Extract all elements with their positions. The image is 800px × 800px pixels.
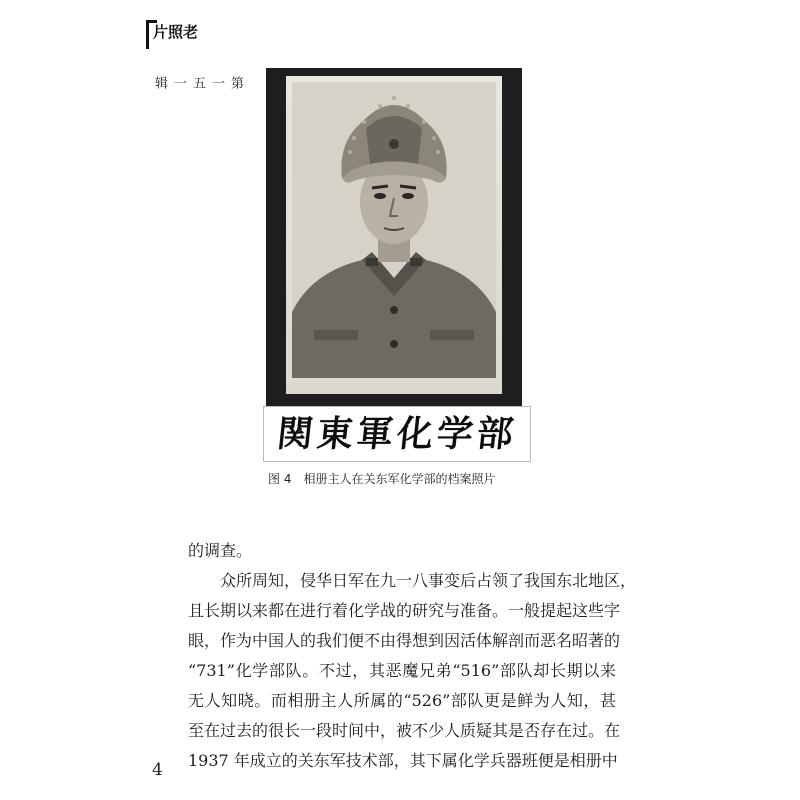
body-line: 的调查。 xyxy=(188,541,253,560)
calligraphy-plate xyxy=(263,406,531,462)
archival-portrait-photo xyxy=(292,82,496,378)
body-line: 众所周知，侵华日军在九一八事变后占领了我国东北地区， xyxy=(220,571,637,590)
body-line: 且长期以来都在进行着化学战的研究与准备。一般提起这些字 xyxy=(188,601,621,620)
photo-frame xyxy=(266,68,522,408)
issue-label: 第一五一辑 xyxy=(152,76,243,91)
body-line: 无人知晓。而相册主人所属的“526”部队更是鲜为人知，甚 xyxy=(188,691,616,710)
portrait-illustration xyxy=(292,82,496,378)
series-title: 老照片 xyxy=(151,24,199,39)
body-text xyxy=(188,536,637,776)
figure-caption xyxy=(268,470,568,487)
body-line: 1937 年成立的关东军技术部，其下属化学兵器班便是相册中 xyxy=(188,751,618,770)
calligraphy-text: 関東軍化学部 xyxy=(274,413,520,455)
photo-print xyxy=(286,76,502,394)
page-number: 4 xyxy=(152,760,163,780)
body-line: 眼，作为中国人的我们便不由得想到因活体解剖而恶名昭著的 xyxy=(188,631,621,650)
figure-caption-text: 相册主人在关东军化学部的档案照片 xyxy=(303,472,496,486)
figure-number: 图 4 xyxy=(268,472,292,486)
body-line: 至在过去的很长一段时间中，被不少人质疑其是否存在过。在 xyxy=(188,721,621,740)
body-line: “731”化学部队。不过，其恶魔兄弟“516”部队却长期以来 xyxy=(188,661,616,680)
